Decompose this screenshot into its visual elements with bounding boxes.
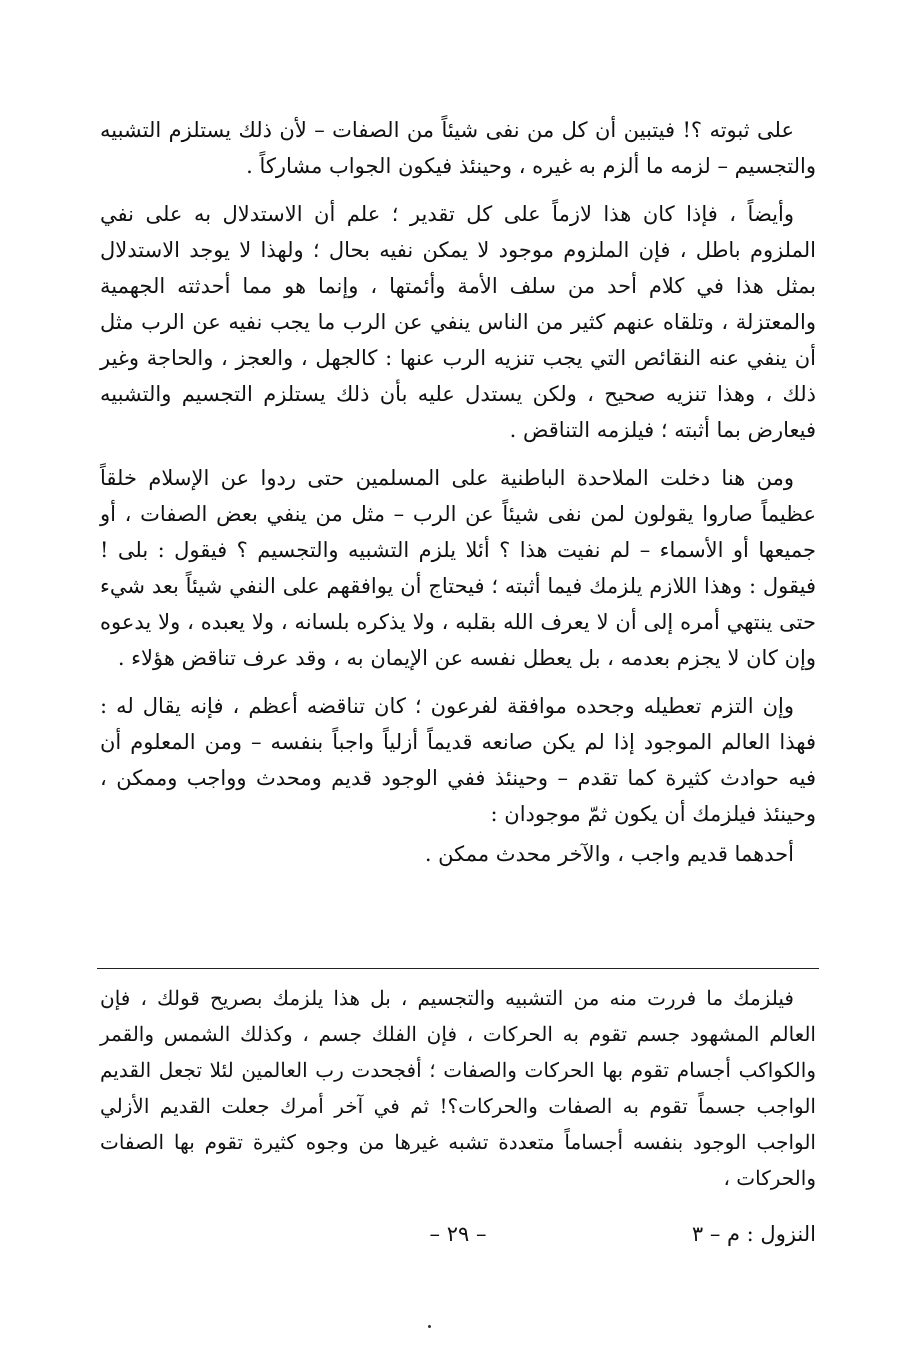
paragraph-5: أحدهما قديم واجب ، والآخر محدث ممكن . — [424, 842, 794, 866]
footnote-text: فيلزمك ما فررت منه من التشبيه والتجسيم ، بل هذا يلزمك بصريح قولك ، فإن العالم المشهود جسم تقوم به الحركات ، فإن الفلك جسم ، وكذلك الشمس والقمر والكواكب أجسام تقوم بها الحركات والصفات ؛ أفجحدت رب العالمين لئلا تجعل القديم الواجب جسماً تقوم به الصفات والحركات؟! ثم في آخر أمرك جعلت القديم الأزلي الواجب الوجود بنفسه أجساماً متعددة تشبه غيرها من وجوه كثيرة تقوم بها الصفات والحركات ، — [100, 986, 816, 1190]
footnote-divider — [97, 968, 819, 969]
paragraph-1: على ثبوته ؟! فيتبين أن كل من نفى شيئاً من الصفات – لأن ذلك يستلزم التشبيه والتجسيم – لزمه ما ألزم به غيره ، وحينئذ فيكون الجواب مشاركاً . — [100, 118, 816, 178]
signature-mark: النزول : م – ٣ — [691, 1222, 816, 1246]
page-number: – ٢٩ – — [429, 1222, 487, 1246]
paragraph-2: وأيضاً ، فإذا كان هذا لازماً على كل تقدير ؛ علم أن الاستدلال به على نفي الملزوم باطل ، فإن الملزوم موجود لا يمكن نفيه بحال ؛ ولهذا لا يوجد الاستدلال بمثل هذا في كلام أحد من سلف الأمة وأئمتها ، وإنما هو مما أحدثته الجهمية والمعتزلة ، وتلقاه عنهم كثير من الناس ينفي عن الرب ما يجب نفيه عن الرب مثل أن ينفي عنه النقائص التي يجب تنزيه الرب عنها : كالجهل ، والعجز ، والحاجة وغير ذلك ، وهذا تنزيه صحيح ، ولكن يستدل عليه بأن ذلك يستلزم التجسيم والتشبيه فيعارض بما أثبته ؛ فيلزمه التناقض . — [100, 202, 816, 442]
main-text — [100, 112, 816, 872]
paragraph-3: ومن هنا دخلت الملاحدة الباطنية على المسلمين حتى ردوا عن الإسلام خلقاً عظيماً صاروا يقولون لمن نفى شيئاً عن الرب – مثل من ينفي بعض الصفات ، أو جميعها أو الأسماء – لم نفيت هذا ؟ أئلا يلزم التشبيه والتجسيم ؟ فيقول : بلى ! فيقول : وهذا اللازم يلزمك فيما أثبته ؛ فيحتاج أن يوافقهم على النفي شيئاً بعد شيء حتى ينتهي أمره إلى أن لا يعرف الله بقلبه ، ولا يذكره بلسانه ، ولا يعبده ، ولا يدعوه وإن كان لا يجزم بعدمه ، بل يعطل نفسه عن الإيمان به ، وقد عرف تناقض هؤلاء . — [100, 466, 816, 670]
print-speck — [428, 1325, 431, 1328]
paragraph-4: وإن التزم تعطيله وجحده موافقة لفرعون ؛ كان تناقضه أعظم ، فإنه يقال له : فهذا العالم الموجود إذا لم يكن صانعه قديماً أزلياً واجباً بنفسه – ومن المعلوم أن فيه حوادث كثيرة كما تقدم – وحينئذ ففي الوجود قديم ومحدث وواجب وممكن ، وحينئذ فيلزمك أن يكون ثمّ موجودان : — [100, 694, 816, 826]
page-footer — [100, 1222, 816, 1262]
